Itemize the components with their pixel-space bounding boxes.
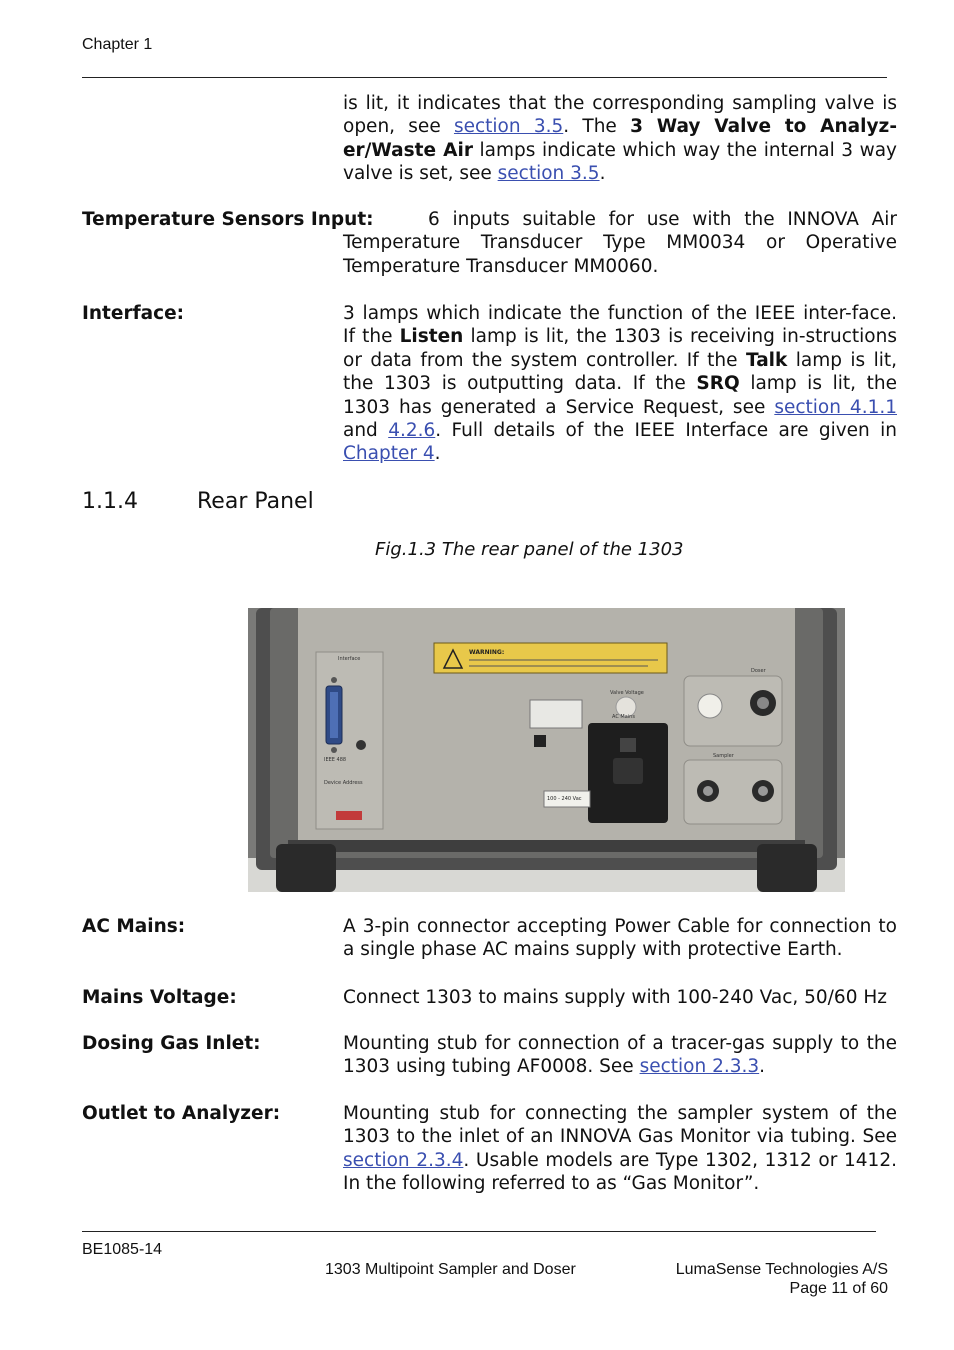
svg-text:AC Mains: AC Mains	[612, 714, 635, 720]
right-foot	[757, 844, 817, 892]
doser-lamp	[698, 694, 722, 718]
dosing-gas-term: Dosing Gas Inlet:	[82, 1033, 261, 1054]
temp-sensors-term: Temperature Sensors Input:	[82, 209, 374, 230]
section-number: 1.1.4	[82, 489, 138, 514]
svg-text:Valve Voltage: Valve Voltage	[610, 690, 644, 696]
footer-rule	[82, 1231, 876, 1232]
ac-mains-text: A 3-pin connector accepting Power Cable for connection to a single phase AC mains supply with protective Earth.	[343, 916, 897, 961]
serial-label	[530, 700, 582, 728]
section-3-5-link-2[interactable]: section 3.5	[497, 163, 600, 185]
figure-caption: Fig.1.3 The rear panel of the 1303	[375, 539, 684, 560]
running-header: Chapter 1	[82, 36, 153, 53]
svg-text:Doser: Doser	[751, 668, 766, 674]
section-2-3-3-link[interactable]: section 2.3.3	[639, 1056, 760, 1078]
header-rule	[82, 77, 887, 78]
mains-voltage-text: Connect 1303 to mains supply with 100-240 Vac, 50/60 Hz	[343, 987, 887, 1008]
interface-paragraph: 3 lamps which indicate the function of the IEEE inter-face. If the Listen lamp is lit, the 1303 is receiving in-structions or data from the system controller. If the Talk lamp is lit, the 1303 is outputting data. If the SRQ lamp is lit, the 1303 has generated a Service Request, see section 4.1.1 and 4.2.6. Full details of the IEEE Interface are given in Chapter 4.	[343, 303, 898, 465]
interface-term: Interface:	[82, 303, 185, 324]
rear-panel-illustration	[248, 608, 845, 892]
ac-mains-term: AC Mains:	[82, 916, 186, 937]
mains-voltage-term: Mains Voltage:	[82, 987, 237, 1008]
page-number: Page 11 of 60	[789, 1280, 888, 1297]
chapter-4-link[interactable]: Chapter 4	[343, 443, 435, 465]
rear-panel-photo	[248, 608, 845, 892]
company-name: LumaSense Technologies A/S	[675, 1261, 888, 1278]
outlet-paragraph: Mounting stub for connecting the sampler system of the 1303 to the inlet of an INNOVA Gas Monitor via tubing. See section 2.3.4. Usable models are Type 1302, 1312 or 1412. In the following referred to as “Gas Monitor”.	[343, 1103, 897, 1195]
left-foot	[276, 844, 336, 892]
dip-switch	[336, 811, 362, 820]
svg-text:100 - 240 Vac: 100 - 240 Vac	[547, 796, 582, 802]
doc-id: BE1085-14	[82, 1241, 163, 1258]
section-2-3-4-link[interactable]: section 2.3.4	[343, 1149, 464, 1171]
valve-lamps-paragraph: is lit, it indicates that the corresponding sampling valve is open, see section 3.5. The 3 Way Valve to Analyz-er/Waste Air lamps indicate which way the internal 3 way valve is set, see section 3.5.	[343, 93, 897, 185]
section-title: Rear Panel	[197, 489, 314, 514]
temp-sensors-text: 6 inputs suitable for use with the INNOVA Air Temperature Transducer Type MM0034 or Operative Temperature Transducer MM0060.	[343, 209, 897, 277]
svg-text:Sampler: Sampler	[713, 753, 734, 759]
svg-text:Interface: Interface	[338, 656, 361, 662]
section-3-5-link[interactable]: section 3.5	[453, 116, 564, 138]
product-name: 1303 Multipoint Sampler and Doser	[325, 1261, 576, 1278]
section-4-2-6-link[interactable]: 4.2.6	[388, 420, 436, 442]
dosing-gas-paragraph: Mounting stub for connection of a tracer-gas supply to the 1303 using tubing AF0008. See section 2.3.3.	[343, 1033, 897, 1078]
section-4-1-1-link[interactable]: section 4.1.1	[774, 396, 897, 418]
warning-label	[434, 643, 667, 673]
svg-text:Device Address: Device Address	[324, 780, 363, 786]
outlet-term: Outlet to Analyzer:	[82, 1103, 281, 1124]
svg-text:WARNING:: WARNING:	[469, 649, 505, 656]
svg-text:IEEE 488: IEEE 488	[324, 757, 347, 763]
